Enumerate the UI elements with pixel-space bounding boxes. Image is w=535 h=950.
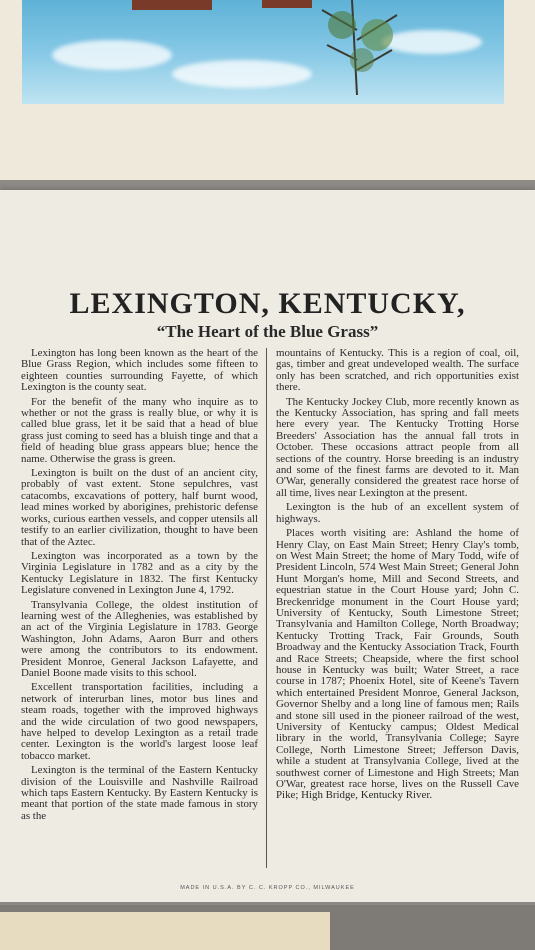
next-page-edge — [0, 912, 330, 950]
paragraph: Lexington is built on the dust of an ancient city, probably of vast extent. Stone sepulchres, vast catacombs, excavations of pottery, half burnt wood, lead mines worked by aborigines, prehistoric defense works, curious earthen vessels, and copper utensils all testify to an earlier civilization, thought to have been that of the Aztec. — [21, 467, 258, 548]
paragraph: The Kentucky Jockey Club, more recently known as the Kentucky Association, has spring and fall meets here every year. The Kentucky Trotting Horse Breeders' Association has the annual fall trots in October. These occasions attract people from all sections of the country. Horse breeding is an industry and some of the finest farms are devoted to it. Man O'War, generally considered the greatest race horse of all time, lives near Lexington at the present. — [276, 395, 519, 499]
page-subtitle: “The Heart of the Blue Grass” — [156, 322, 379, 341]
left-column — [21, 348, 258, 825]
right-column — [276, 348, 519, 805]
paragraph: Lexington has long been known as the heart of the Blue Grass Region, which includes some fifteen to eighteen counties surrounding Fayette, of which Lexington is the county seat. — [21, 347, 258, 394]
tree-icon — [22, 0, 504, 104]
page-title: LEXINGTON, KENTUCKY, — [69, 287, 466, 320]
postcard-illustration — [22, 0, 504, 104]
paragraph: For the benefit of the many who inquire as to whether or not the grass is really blue, or why it is called blue grass, let it be said that a head of blue grass just coming to seed has a bluish tinge and that a field of heading blue grass appears blue; hence the name. Otherwise the grass is green. — [21, 395, 258, 465]
paragraph: mountains of Kentucky. This is a region of coal, oil, gas, timber and great undeveloped wealth. The surface only has been scratched, and rich opportunities exist there. — [276, 347, 519, 394]
column-divider — [266, 348, 267, 868]
printer-credit: MADE IN U.S.A. BY C. C. KROPP CO., MILWAUKEE — [180, 885, 355, 891]
paragraph: Places worth visiting are: Ashland the home of Henry Clay, on East Main Street; Henry Clay's tomb, on West Main Street; the home of Mary Todd, wife of President Lincoln, 574 West Main Street; General John Hunt Morgan's home, Mill and Second Streets, and equestrian statue in the Court House yard; John C. Breckenridge monument in the Court House yard; University of Kentucky, South Limestone Street; Transylvania and Hamilton College, North Broadway; Kentucky Trotting Track, Fair Grounds, South Broadway and the Kentucky Association Track, Fourth and Race Streets; Cheapside, where the first school house in Kentucky was built; Water Street, a race course in 1787; Phoenix Hotel, site of Keene's Tavern which entertained President Monroe, General Jackson, Governor Shelby and a long line of famous men; Rails and stone sill used in the pioneer railroad of the west, University of Kentucky campus; Oldest Medical library in the world, Transylvania College; Sayre College, North Limestone Street; Jefferson Davis, while a student at Transylvania College, lived at the southwest corner of Limestone and High Streets; Man O'War, greatest race horse, lives on the Russell Cave Pike; High Bridge, Kentucky River. — [276, 527, 519, 802]
paragraph: Lexington is the terminal of the Eastern Kentucky division of the Louisville and Nashville Railroad which taps Eastern Kentucky. By Eastern Kentucky is meant that portion of the state made famous in story as the — [21, 764, 258, 822]
paragraph: Lexington is the hub of an excellent system of highways. — [276, 501, 519, 525]
paragraph: Lexington was incorporated as a town by the Virginia Legislature in 1782 and as a city by the Kentucky Legislature in 1832. The first Kentucky Legislature convened in Lexington June 4, 1792. — [21, 549, 258, 597]
previous-page — [0, 0, 535, 180]
paragraph: Excellent transportation facilities, including a network of interurban lines, motor bus lines and steam roads, together with the improved highways and the wide circulation of two good newspapers, have helped to develop Lexington as a retail trade center. Lexington is the world's largest loose leaf tobacco market. — [21, 681, 258, 762]
paragraph: Transylvania College, the oldest institution of learning west of the Alleghenies, was established by an act of the Virginia Legislature in 1783. George Washington, John Adams, Aaron Burr and others were among the contributors to its endowment. President Monroe, General Jackson Lafayette, and Daniel Boone made visits to this school. — [21, 598, 258, 679]
